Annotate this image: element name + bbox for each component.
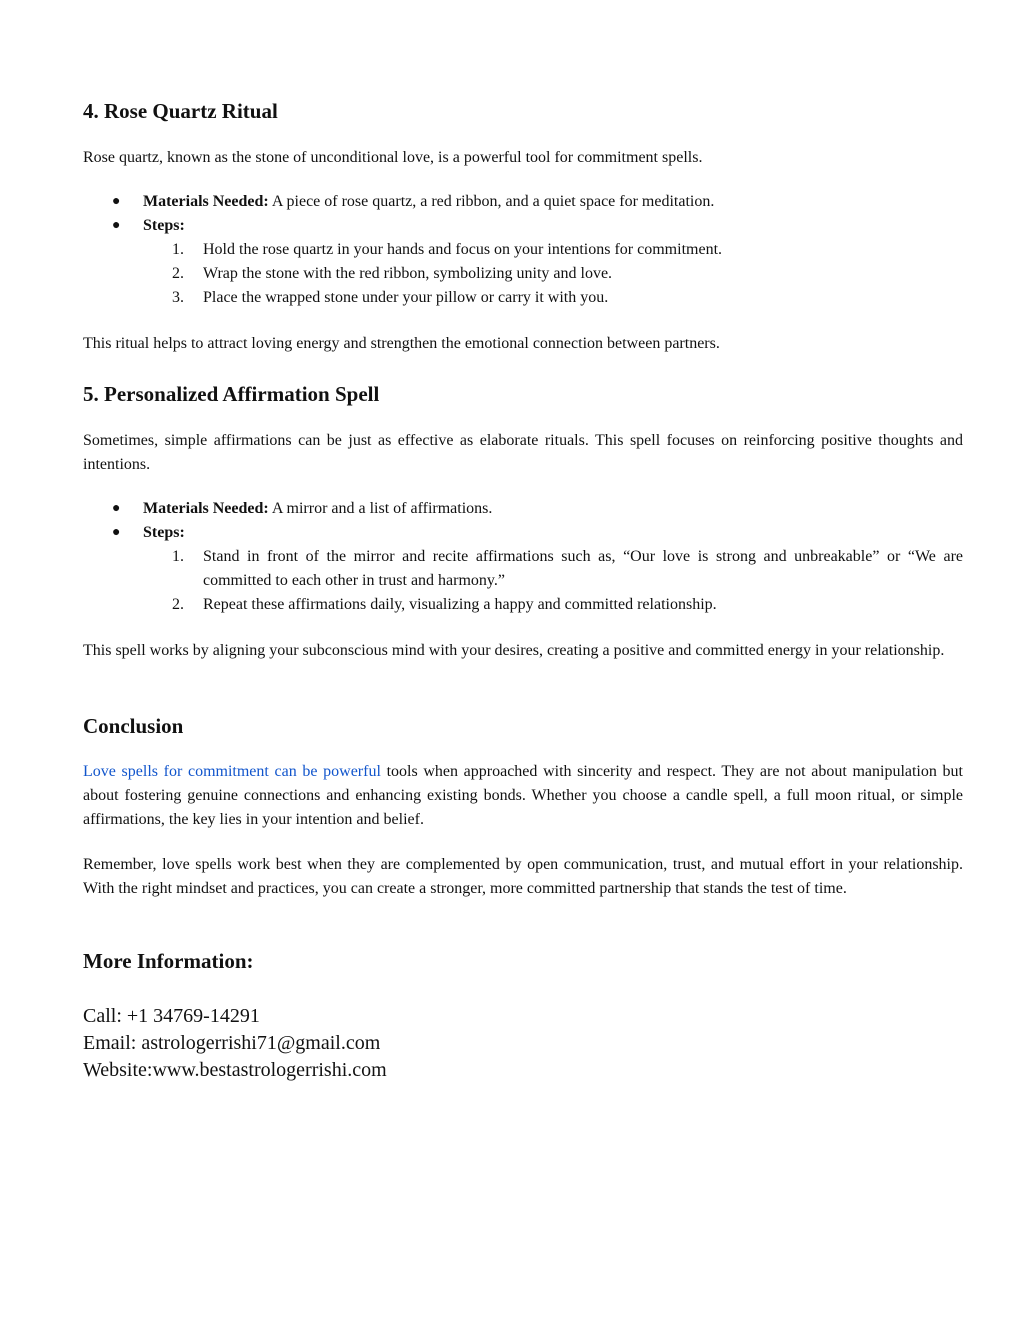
step-number: 1.: [172, 548, 184, 565]
section-heading-more-information: More Information:: [83, 949, 254, 973]
conclusion-paragraph-1: [83, 760, 963, 832]
step-text: Repeat these affirmations daily, visualizing a happy and committed relationship.: [203, 596, 717, 613]
contact-block: [83, 1003, 963, 1084]
materials-label: Materials Needed:: [143, 500, 269, 517]
list-item: [83, 497, 963, 521]
materials-text: A mirror and a list of affirmations.: [268, 500, 493, 517]
section-heading-rose-quartz: 4. Rose Quartz Ritual: [83, 99, 278, 123]
conclusion-paragraph-1-text: tools when approached with sincerity and respect. They are not about manipulation but about fostering genuine connections and enhancing existing bonds. Whether you choose a candle spell, a full moon ritual, or simple affirmations, the key lies in your intention and belief.: [83, 763, 963, 828]
bullet-icon: ●: [112, 194, 121, 209]
affirmation-intro: Sometimes, simple affirmations can be just as effective as elaborate rituals. This spell focuses on reinforcing positive thoughts and intentions.: [83, 432, 963, 473]
step-number: 3.: [172, 289, 184, 306]
step-text: Stand in front of the mirror and recite affirmations such as, “Our love is strong and unbreakable” or “We are committed to each other in trust and harmony.”: [203, 548, 963, 589]
section-heading-affirmation: 5. Personalized Affirmation Spell: [83, 382, 380, 406]
materials-label: Materials Needed:: [143, 193, 269, 210]
step-item: [83, 286, 963, 310]
rose-quartz-intro: Rose quartz, known as the stone of unconditional love, is a powerful tool for commitment spells.: [83, 149, 703, 166]
step-text: Wrap the stone with the red ribbon, symbolizing unity and love.: [203, 265, 613, 282]
affirmation-outro: This spell works by aligning your subconscious mind with your desires, creating a positive and committed energy in your relationship.: [83, 642, 945, 659]
contact-email: Email: astrologerrishi71@gmail.com: [83, 1032, 381, 1054]
step-number: 2.: [172, 265, 184, 282]
step-number: 2.: [172, 596, 184, 613]
bullet-icon: ●: [112, 525, 121, 540]
rose-quartz-list: [83, 190, 963, 310]
bullet-icon: ●: [112, 501, 121, 516]
step-item: [83, 262, 963, 286]
step-number: 1.: [172, 241, 184, 258]
bullet-icon: ●: [112, 218, 121, 233]
list-item: [83, 521, 963, 617]
section-heading-conclusion: Conclusion: [83, 714, 184, 738]
list-item: [83, 214, 963, 310]
step-text: Place the wrapped stone under your pillow or carry it with you.: [203, 289, 609, 306]
contact-website: Website:www.bestastrologerrishi.com: [83, 1059, 387, 1081]
step-item: [83, 238, 963, 262]
rose-quartz-steps: [143, 238, 963, 310]
rose-quartz-outro: This ritual helps to attract loving energy and strengthen the emotional connection between partners.: [83, 335, 720, 352]
conclusion-paragraph-2: Remember, love spells work best when they are complemented by open communication, trust, and mutual effort in your relationship. With the right mindset and practices, you can create a stronger, more committed partnership that stands the test of time.: [83, 856, 963, 897]
step-item: [83, 593, 963, 617]
materials-text: A piece of rose quartz, a red ribbon, and a quiet space for meditation.: [268, 193, 715, 210]
step-item: [83, 545, 963, 593]
list-item: [83, 190, 963, 214]
steps-label: Steps:: [143, 524, 185, 541]
contact-call: Call: +1 34769-14291: [83, 1005, 260, 1027]
affirmation-steps: [143, 545, 963, 617]
affirmation-list: [83, 497, 963, 617]
steps-label: Steps:: [143, 217, 185, 234]
commitment-spells-link[interactable]: Love spells for commitment can be powerful: [83, 763, 381, 780]
step-text: Hold the rose quartz in your hands and focus on your intentions for commitment.: [203, 241, 723, 258]
